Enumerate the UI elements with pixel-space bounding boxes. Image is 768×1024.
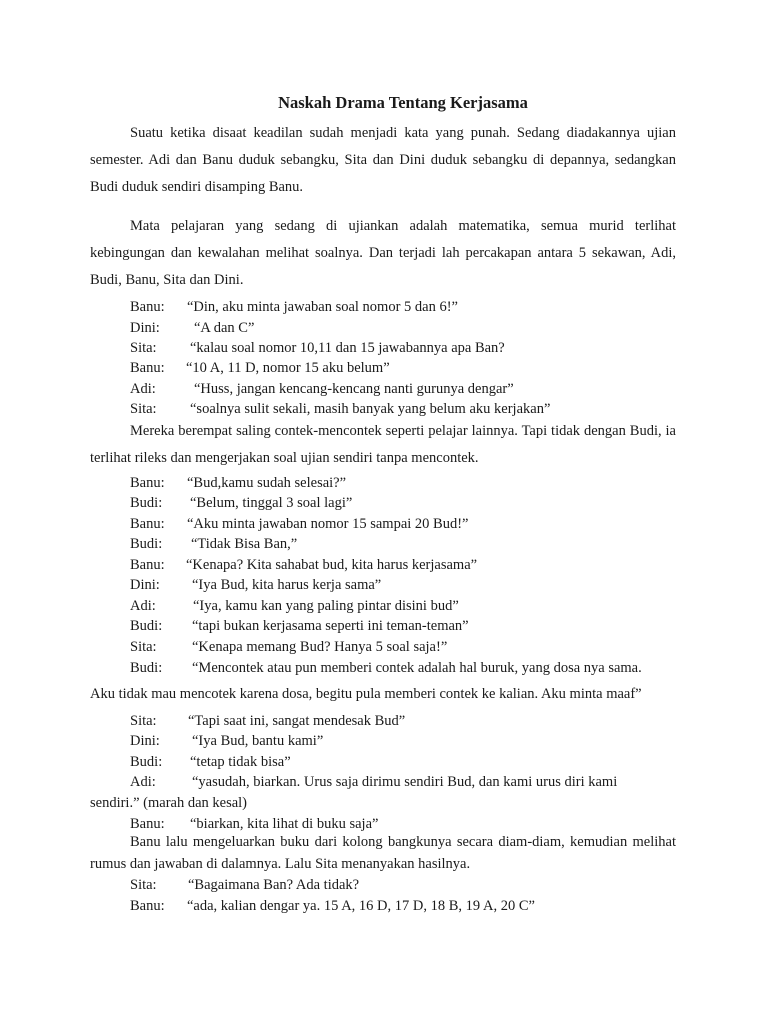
speaker: Sita:: [130, 639, 157, 655]
narration-paragraph-1: Mereka berempat saling contek-mencontek seperti pelajar lainnya. Tapi tidak dengan Budi, ia terlihat rileks dan mengerjakan soal ujian sendiri tanpa mencontek.: [90, 423, 676, 466]
intro-paragraph-1: Suatu ketika disaat keadilan sudah menjadi kata yang punah. Sedang diadakannya ujian semester. Adi dan Banu duduk sebangku, Sita dan Dini duduk sebangku di depannya, sedangkan Budi duduk sendiri disamping Banu.: [90, 125, 676, 195]
speaker: Banu:: [130, 516, 165, 532]
dialog-text: “Tapi saat ini, sangat mendesak Bud”: [188, 713, 406, 729]
speaker: Dini:: [130, 577, 160, 593]
dialog-text: “kalau soal nomor 10,11 dan 15 jawabannya apa Ban?: [190, 340, 505, 356]
dialog-line: [130, 358, 390, 378]
dialog-text: “Iya Bud, bantu kami”: [192, 733, 324, 749]
speaker: Dini:: [130, 320, 160, 336]
dialog-text: “Huss, jangan kencang-kencang nanti gurunya dengar”: [194, 381, 514, 397]
dialog-continuation: sendiri.” (marah dan kesal): [90, 795, 248, 811]
dialog-line: [130, 637, 448, 657]
speaker: Budi:: [130, 536, 163, 552]
dialog-line: [130, 473, 347, 493]
dialog-line: [130, 338, 505, 358]
dialog-line: [130, 752, 291, 772]
dialog-text: “Kenapa? Kita sahabat bud, kita harus kerjasama”: [186, 557, 478, 573]
dialog-text: “Bud,kamu sudah selesai?”: [187, 475, 347, 491]
dialog-line: [130, 575, 382, 595]
speaker: Banu:: [130, 299, 165, 315]
speaker: Banu:: [130, 360, 165, 376]
dialog-line: [130, 379, 514, 399]
dialog-continuation: Aku tidak mau mencotek karena dosa, begitu pula memberi contek ke kalian. Aku minta maaf”: [90, 686, 642, 702]
dialog-line: [130, 596, 459, 616]
speaker: Sita:: [130, 401, 157, 417]
dialog-line: [130, 875, 360, 895]
dialog-line: [130, 399, 551, 419]
dialog-text: “yasudah, biarkan. Urus saja dirimu sendiri Bud, dan kami urus diri kami: [192, 774, 618, 790]
dialog-text: “Bagaimana Ban? Ada tidak?: [188, 877, 360, 893]
dialog-line: [130, 731, 324, 751]
dialog-line: [130, 514, 469, 534]
intro-paragraph-2: Mata pelajaran yang sedang di ujiankan adalah matematika, semua murid terlihat kebingungan dan kewalahan melihat soalnya. Dan terjadi lah percakapan antara 5 sekawan, Adi, Budi, Banu, Sita dan Dini.: [90, 218, 676, 288]
dialog-text: “Aku minta jawaban nomor 15 sampai 20 Bud!”: [187, 516, 469, 532]
dialog-text: “Kenapa memang Bud? Hanya 5 soal saja!”: [192, 639, 448, 655]
dialog-text: “Tidak Bisa Ban,”: [191, 536, 298, 552]
dialog-line: [130, 616, 469, 636]
speaker: Sita:: [130, 713, 157, 729]
speaker: Budi:: [130, 495, 163, 511]
narration-paragraph-2: Banu lalu mengeluarkan buku dari kolong bangkunya secara diam-diam, kemudian melihat rumus dan jawaban di dalamnya. Lalu Sita menanyakan hasilnya.: [90, 834, 676, 872]
dialog-text: “ada, kalian dengar ya. 15 A, 16 D, 17 D, 18 B, 19 A, 20 C”: [187, 898, 535, 914]
speaker: Adi:: [130, 381, 156, 397]
speaker: Banu:: [130, 898, 165, 914]
speaker: Banu:: [130, 557, 165, 573]
dialog-text: “Iya, kamu kan yang paling pintar disini bud”: [193, 598, 459, 614]
dialog-line: [130, 896, 535, 916]
dialog-text: “Din, aku minta jawaban soal nomor 5 dan 6!”: [187, 299, 458, 315]
speaker: Sita:: [130, 877, 157, 893]
speaker: Sita:: [130, 340, 157, 356]
dialog-line: [130, 318, 255, 338]
dialog-line: [130, 772, 618, 792]
dialog-text: “tapi bukan kerjasama seperti ini teman-teman”: [192, 618, 469, 634]
speaker: Banu:: [130, 475, 165, 491]
dialog-text: “biarkan, kita lihat di buku saja”: [190, 816, 379, 832]
page-title: Naskah Drama Tentang Kerjasama: [278, 93, 528, 112]
dialog-text: “Mencontek atau pun memberi contek adalah hal buruk, yang dosa nya sama.: [192, 660, 642, 676]
speaker: Adi:: [130, 598, 156, 614]
dialog-line: [130, 658, 642, 678]
dialog-line: [130, 711, 406, 731]
dialog-text: “Belum, tinggal 3 soal lagi”: [190, 495, 353, 511]
dialog-text: “soalnya sulit sekali, masih banyak yang belum aku kerjakan”: [190, 401, 551, 417]
dialog-line: [130, 555, 478, 575]
speaker: Budi:: [130, 754, 163, 770]
dialog-text: “tetap tidak bisa”: [190, 754, 291, 770]
dialog-line: [130, 534, 298, 554]
dialog-line: [130, 297, 458, 317]
dialog-text: “Iya Bud, kita harus kerja sama”: [192, 577, 382, 593]
dialog-text: “A dan C”: [194, 320, 255, 336]
dialog-text: “10 A, 11 D, nomor 15 aku belum”: [186, 360, 390, 376]
speaker: Budi:: [130, 660, 163, 676]
speaker: Dini:: [130, 733, 160, 749]
speaker: Budi:: [130, 618, 163, 634]
speaker: Banu:: [130, 816, 165, 832]
speaker: Adi:: [130, 774, 156, 790]
dialog-line: [130, 493, 353, 513]
